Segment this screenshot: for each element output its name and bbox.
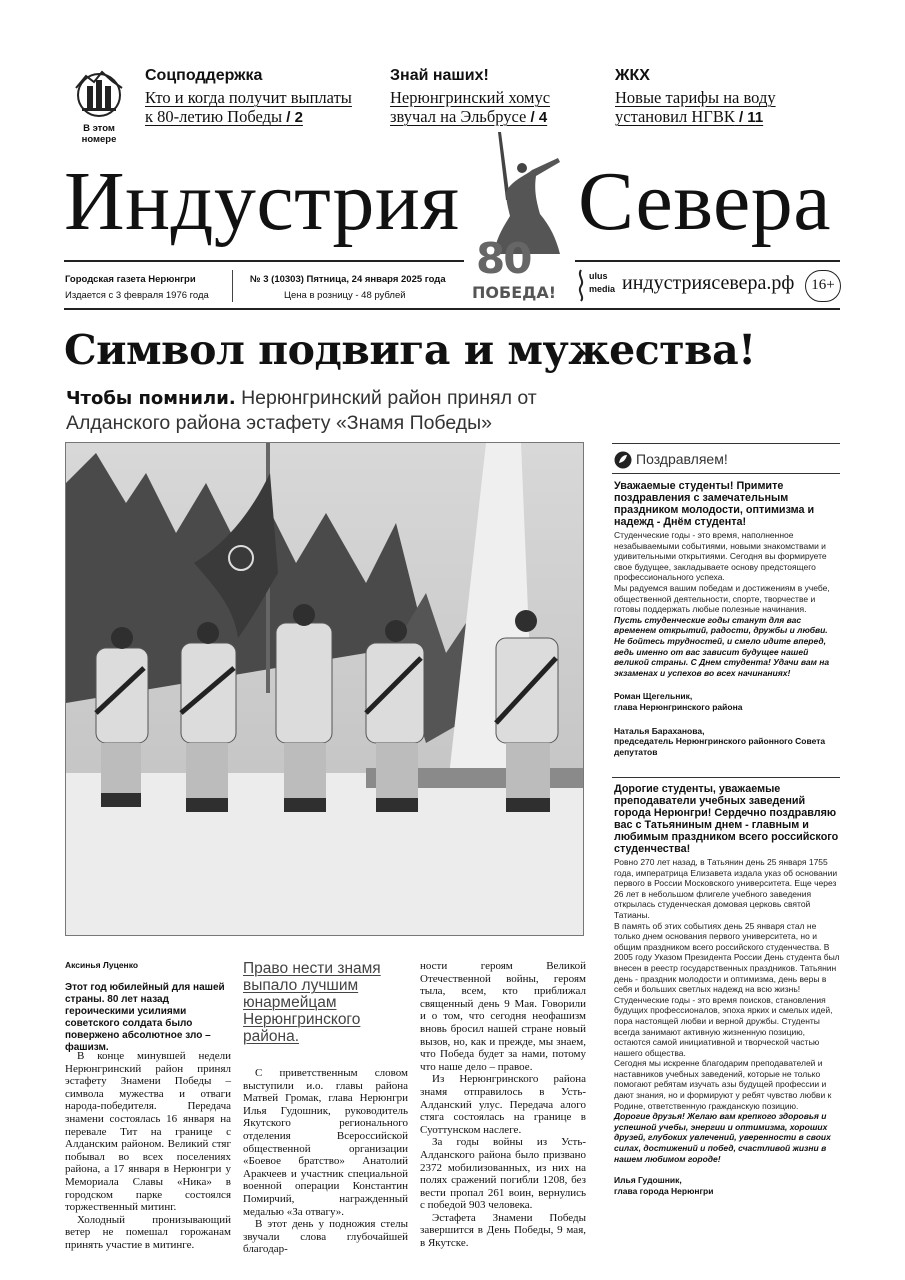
sidebar-header-rule xyxy=(612,473,840,474)
honor-guard-photo xyxy=(66,443,584,936)
issue-info: № 3 (10303) Пятница, 24 января 2025 года xyxy=(250,274,446,285)
price: Цена в розницу - 48 рублей xyxy=(284,290,406,301)
article-photo xyxy=(65,442,584,936)
greeting-paragraph: В память об этих событиях день 25 января стал не только днем основания первого университета, но и общим праздником всего российского студенчества. В 2005 году Указом Президента России День студента был внесен в реестр государственных праздников. Татьянин день - праздник молодости и оптимизма, день веры в себя и больших светлых надежд на всю жизнь! Студенческие годы - это время поисков, становления будущих профессионалов, эпоха ярких и смелых идей, пора настоящей любви и верной дружбы. Студенты всегда занимают активную жизненную позицию, остаются самой инициативной и творческой частью нашего общества. xyxy=(614,920,840,1058)
memorial-icon xyxy=(70,66,128,118)
since-date: Издается с 3 февраля 1976 года xyxy=(65,290,209,301)
teaser-2[interactable] xyxy=(390,67,590,127)
greeting-paragraph: Ровно 270 лет назад, в Татьянин день 25 января 1755 года, императрица Елизавета издала указ об основании первого в России Московского университета. Еще через 26 лет в небольшом флигеле учебного заведения открылась студенческая домовая церковь святой Татианы. xyxy=(614,857,838,920)
pullquote-line: юнармейцам xyxy=(243,994,337,1011)
ulus-media-logo xyxy=(575,268,620,302)
teaser-page: / 4 xyxy=(530,109,548,126)
victory-emblem xyxy=(470,130,570,310)
article-paragraph: Эстафета Знамени Победы завершится в День Победы, 9 мая, в Якутске. xyxy=(420,1211,586,1250)
masthead-title-right: Севера xyxy=(578,155,832,248)
article-subheadline xyxy=(66,386,606,435)
sidebar-divider xyxy=(612,777,840,778)
masthead-rule xyxy=(575,260,840,262)
sidebar-top-rule xyxy=(612,443,840,444)
signature-name: Роман Щегельник, xyxy=(614,691,693,702)
pullquote-line: Нерюнгринского xyxy=(243,1011,361,1028)
header-bottom-rule xyxy=(64,308,840,310)
teaser-line: Новые тарифы на воду xyxy=(615,88,776,107)
article-paragraph: Холодный пронизывающий ветер не помешал горожанам принять участие в митинге. xyxy=(65,1213,231,1251)
greeting-wishes: Дорогие друзья! Желаю вам крепкого здоровья и успешной учебы, энергии и оптимизма, хороших друзей, глубоких увлечений, уверенности в своих силах, достижений и побед, счастливой жизни в нашем любимом городе! xyxy=(614,1111,831,1164)
article-author: Аксинья Луценко xyxy=(65,960,139,970)
greeting-paragraph: Студенческие годы - это время, наполненное незабываемыми событиями, новыми знакомствами и удивительными открытиями. Сегодня вы формируете свое будущее, закладываете основу предстоящего профессионального успеха. xyxy=(614,530,827,583)
article-paragraph: ности героям Великой Отечественной войны, героям тыла, всем, кто приближал священный день 9 Мая. Говорили и о том, что сегодня неофашизм вновь бросил нашей стране новый вызов, но, как и прежде, мы знаем, что Победа будет за нами, потому что наше дело – правое. xyxy=(420,960,586,1073)
leaf-circle-icon xyxy=(614,451,632,469)
masthead-rule xyxy=(64,260,464,262)
emblem-number: 80 xyxy=(476,234,531,283)
article-sub-line1: Нерюнгринский район принял от xyxy=(241,387,537,409)
age-rating-badge: 16+ xyxy=(805,270,841,302)
signature-name: Наталья Бараханова, xyxy=(614,725,705,736)
greeting-paragraph: Сегодня мы искренне благодарим преподавателей и наставников учебных заведений, которые не только помогают ребятам изучать азы будущей профессии и дают знания, но и формируют у ребят чувство любви к Родине, ответственную гражданскую позицию. xyxy=(614,1058,832,1111)
signature-role: председатель Нерюнгринского районного Совета депутатов xyxy=(614,736,826,757)
teaser-line: Нерюнгринский хомус xyxy=(390,88,551,107)
media-line1: ulus xyxy=(589,271,608,281)
teaser-heading: Знай наших! xyxy=(390,67,489,84)
teaser-heading: Соцподдержка xyxy=(145,67,263,84)
teaser-line: к 80-летию Победы xyxy=(145,107,283,126)
signature-role: глава Нерюнгринского района xyxy=(614,701,743,712)
teaser-page: / 11 xyxy=(738,109,764,126)
article-lead: Этот год юбилейный для нашей страны. 80 лет назад героическими усилиями советского солдата было повержено абсолютное зло – фашизм. xyxy=(65,982,225,1053)
teaser-page: / 2 xyxy=(286,109,303,126)
signature-name: Илья Гудошник, xyxy=(614,1175,682,1186)
article-sub-line2: Алданского района эстафету «Знамя Победы» xyxy=(66,412,493,434)
article-paragraph: За годы войны из Усть-Алданского района было призвано 2372 мобилизованных, из них на полях сражений погибли 1208, без вести пропал 261 воин, вернулись с победой 903 человека. xyxy=(420,1136,586,1212)
emblem-text: ПОБЕДА! xyxy=(472,283,557,302)
greeting-wishes: Пусть студенческие годы станут для вас временем открытий, радости, дружбы и любви. Не бойтесь трудностей, и смело идите вперед, ведь именно от вас зависит будущее нашей великой страны. С Днем студента! Удачи вам на экзаменах и успехов во всех начинаниях! xyxy=(614,614,830,678)
article-paragraph: В конце минувшей недели Нерюнгринский район принял эстафету Знамени Победы – символа мужества и отваги народа-победителя. Передача знамени состоялась 16 января на перевале Тит на границе с Алданским районом. Великий стяг побывал во всех поселениях района, а 17 января в Нерюнгри у Мемориала Славы «Ника» в городском парке состоялся торжественный митинг. xyxy=(65,1050,231,1214)
article-column-1 xyxy=(65,1050,231,1252)
teaser-line: установил НГВК xyxy=(615,107,735,126)
pullquote-line: выпало лучшим xyxy=(243,977,359,994)
paper-type: Городская газета Нерюнгри xyxy=(65,274,196,285)
article-paragraph: В этот день у подножия стелы звучали слова глубочайшей благодар- xyxy=(243,1218,408,1256)
sidebar-title: Поздравляем! xyxy=(636,451,728,467)
article-paragraph: Из Нерюнгринского района знамя отправилось в Усть-Алданский улус. Передача алого стяга состоялась на границе в Суоттунском наслеге. xyxy=(420,1073,586,1136)
article-kicker: Чтобы помнили. xyxy=(66,388,236,409)
article-column-3 xyxy=(420,960,586,1250)
pullquote-line: района. xyxy=(243,1028,300,1045)
masthead-divider xyxy=(232,270,233,302)
media-line2: media xyxy=(589,284,616,294)
article-pullquote xyxy=(243,960,408,1045)
greeting-paragraph: Мы радуемся вашим победам и достижениям в учебе, общественной деятельности, спорте, творчестве и готовы поддержать любые полезные начинания. xyxy=(614,582,830,615)
greeting-block-tatiana-day xyxy=(614,783,840,1196)
in-issue-line1: В этом xyxy=(83,123,115,134)
teaser-1[interactable] xyxy=(145,67,375,127)
ulus-media-icon xyxy=(575,268,587,302)
greeting-heading: Дорогие студенты, уважаемые преподаватели учебных заведений города Нерюнгри! Сердечно поздравляю вас с Татьяниным днем - главным и любимым праздником всего российского студенчества! xyxy=(614,783,839,855)
sidebar-header xyxy=(614,449,840,471)
in-issue-line2: номере xyxy=(81,134,117,145)
greeting-heading: Уважаемые студенты! Примите поздравления с замечательным праздником молодости, оптимизма и надежд - Днём студента! xyxy=(614,480,815,528)
article-headline: Символ подвига и мужества! xyxy=(64,326,756,374)
in-issue-logo xyxy=(70,66,128,146)
website-link[interactable]: индустриясевера.рф xyxy=(622,272,795,294)
article-paragraph: С приветственным словом выступили и.о. главы района Матвей Громак, глава Нерюнгри Илья Гудошник, руководитель Якутского регионального отделения Всероссийской общественной организации «Боевое братство» Анатолий Аракчеев и участник специальной военной операции Константин Помирчий, награжденный медалью «За отвагу». xyxy=(243,1067,408,1218)
pullquote-line: Право нести знамя xyxy=(243,960,381,977)
teaser-3[interactable] xyxy=(615,67,845,127)
article-column-2 xyxy=(243,1067,408,1256)
teaser-line: звучал на Эльбрусе xyxy=(390,107,527,126)
signature-role: глава города Нерюнгри xyxy=(614,1185,714,1196)
teaser-line: Кто и когда получит выплаты xyxy=(145,88,352,107)
greeting-block-students xyxy=(614,480,840,757)
masthead-title-left: Индустрия xyxy=(64,155,460,248)
teaser-heading: ЖКХ xyxy=(615,67,650,84)
